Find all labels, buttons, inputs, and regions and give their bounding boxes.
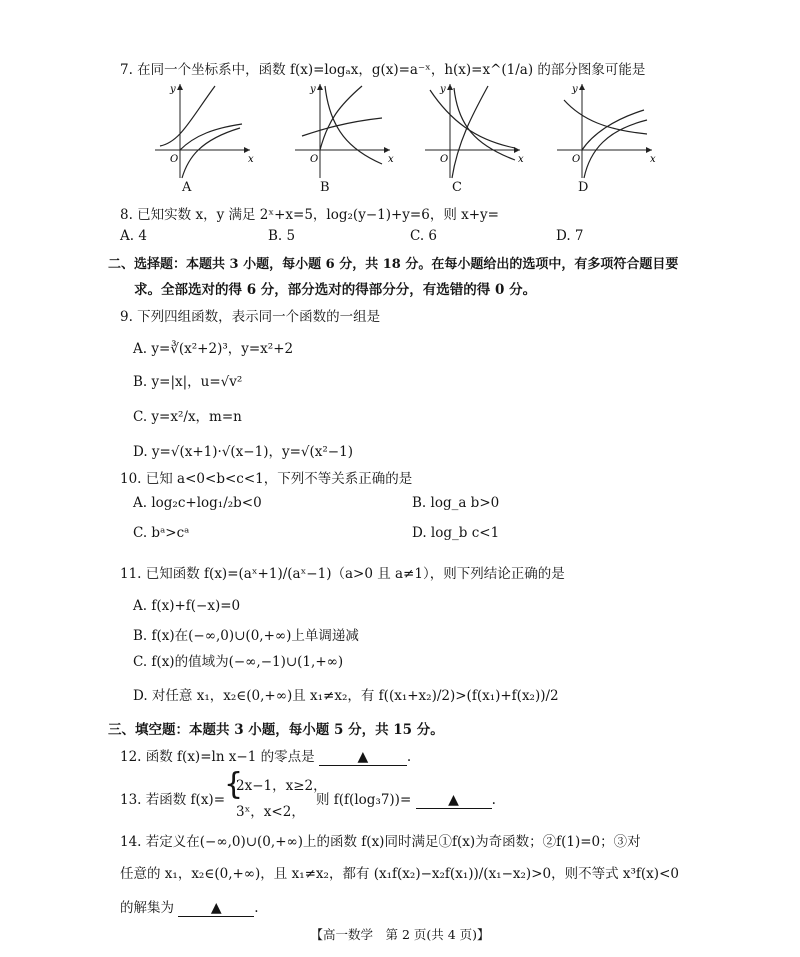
q10-option-d: D. log_b c<1 xyxy=(412,525,500,541)
graph-c-label: C xyxy=(452,180,462,195)
q10-option-c: C. bᵃ>cᵃ xyxy=(133,525,190,541)
graph-c-x-label: x xyxy=(518,154,524,165)
graph-d-x-label: x xyxy=(650,154,656,165)
q9-option-c: C. y=x²/x，m=n xyxy=(133,409,242,425)
graph-b-origin: O xyxy=(310,154,319,165)
q9-option-d: D. y=√(x+1)·√(x−1)，y=√(x²−1) xyxy=(133,444,353,460)
q11-option-c: C. f(x)的值域为(−∞,−1)∪(1,+∞) xyxy=(133,654,344,670)
q11-stem: 11. 已知函数 f(x)=(aˣ+1)/(aˣ−1)（a>0 且 a≠1），则下列结论正确的是 xyxy=(120,566,565,582)
q13-suffix-line: 则 f(f(log₃7))= ▲ . xyxy=(316,792,496,808)
q8-option-b: B. 5 xyxy=(268,228,296,244)
q8-option-a: A. 4 xyxy=(120,228,147,244)
q10-stem: 10. 已知 a<0<b<c<1，下列不等关系正确的是 xyxy=(120,471,413,487)
graph-d-label: D xyxy=(578,180,589,195)
q14-line3-prefix: 的解集为 xyxy=(120,900,174,916)
q13-prefix: 13. 若函数 f(x)= xyxy=(120,792,226,808)
section2-line1: 二、选择题：本题共 3 小题，每小题 6 分，共 18 分。在每小题给出的选项中，有多项符合题目要 xyxy=(108,257,679,272)
q9-option-a: A. y=∛(x²+2)³，y=x²+2 xyxy=(133,341,294,357)
q14-line3: 的解集为 ▲ . xyxy=(120,900,259,916)
graph-d xyxy=(552,80,662,180)
q13-case1: 2x−1，x≥2， xyxy=(236,778,327,794)
graph-a-origin: O xyxy=(170,154,179,165)
graph-a-label: A xyxy=(182,180,192,195)
graph-b-y-label: y xyxy=(310,84,316,95)
q13-answer-blank[interactable] xyxy=(416,792,492,809)
graph-c-origin: O xyxy=(440,154,449,165)
q11-option-d: D. 对任意 x₁，x₂∈(0,+∞)且 x₁≠x₂，有 f((x₁+x₂)/2)>(f(x₁)+f(x₂))/2 xyxy=(133,688,559,704)
graph-a xyxy=(150,80,260,180)
section3-title: 三、填空题：本题共 3 小题，每小题 5 分，共 15 分。 xyxy=(108,722,444,738)
q12-answer-blank[interactable] xyxy=(319,749,407,766)
q8-option-d: D. 7 xyxy=(556,228,584,244)
graph-c-y-label: y xyxy=(440,84,446,95)
graph-a-y-label: y xyxy=(170,84,176,95)
graph-b xyxy=(290,80,400,180)
q10-option-b: B. log_a b>0 xyxy=(412,495,500,511)
q14-line2: 任意的 x₁，x₂∈(0,+∞)，且 x₁≠x₂，都有 (x₁f(x₂)−x₂f(x₁))/(x₁−x₂)>0，则不等式 x³f(x)<0 xyxy=(120,866,679,882)
graph-c xyxy=(420,80,530,180)
q10-option-a: A. log₂c+log₁/₂b<0 xyxy=(133,495,262,511)
q13-case2: 3ˣ，x<2， xyxy=(236,804,305,820)
q14-line1: 14. 若定义在(−∞,0)∪(0,+∞)上的函数 f(x)同时满足①f(x)为奇函数；②f(1)=0；③对 xyxy=(120,834,641,850)
graph-a-x-label: x xyxy=(248,154,254,165)
q11-option-b: B. f(x)在(−∞,0)∪(0,+∞)上单调递减 xyxy=(133,628,359,644)
q7-stem: 7. 在同一个坐标系中，函数 f(x)=logₐx，g(x)=a⁻ˣ，h(x)=x^(1/a) 的部分图象可能是 xyxy=(120,62,646,78)
graph-d-origin: O xyxy=(572,154,581,165)
graph-d-y-label: y xyxy=(572,84,578,95)
triangle-icon: ▲ xyxy=(210,900,222,916)
triangle-icon: ▲ xyxy=(357,749,369,765)
q9-option-b: B. y=|x|，u=√v² xyxy=(133,374,243,390)
q14-answer-blank[interactable] xyxy=(178,900,254,917)
q8-option-c: C. 6 xyxy=(410,228,438,244)
q9-stem: 9. 下列四组函数，表示同一个函数的一组是 xyxy=(120,309,381,325)
page-footer: 【高一数学 第 2 页(共 4 页)】 xyxy=(310,927,490,942)
graph-b-x-label: x xyxy=(388,154,394,165)
q11-option-a: A. f(x)+f(−x)=0 xyxy=(133,598,241,614)
section2-line2: 求。全部选对的得 6 分，部分选对的得部分分，有选错的得 0 分。 xyxy=(134,282,537,298)
graph-b-label: B xyxy=(320,180,330,195)
triangle-icon: ▲ xyxy=(448,792,459,808)
q13-brace: { xyxy=(224,767,244,802)
q12-question: 12. 函数 f(x)=ln x−1 的零点是 ▲ . xyxy=(120,749,412,765)
q12-text: 12. 函数 f(x)=ln x−1 的零点是 xyxy=(120,749,315,765)
q13-suffix: 则 f(f(log₃7))= xyxy=(316,792,412,808)
q8-stem: 8. 已知实数 x，y 满足 2ˣ+x=5，log₂(y−1)+y=6，则 x+y= xyxy=(120,207,499,223)
